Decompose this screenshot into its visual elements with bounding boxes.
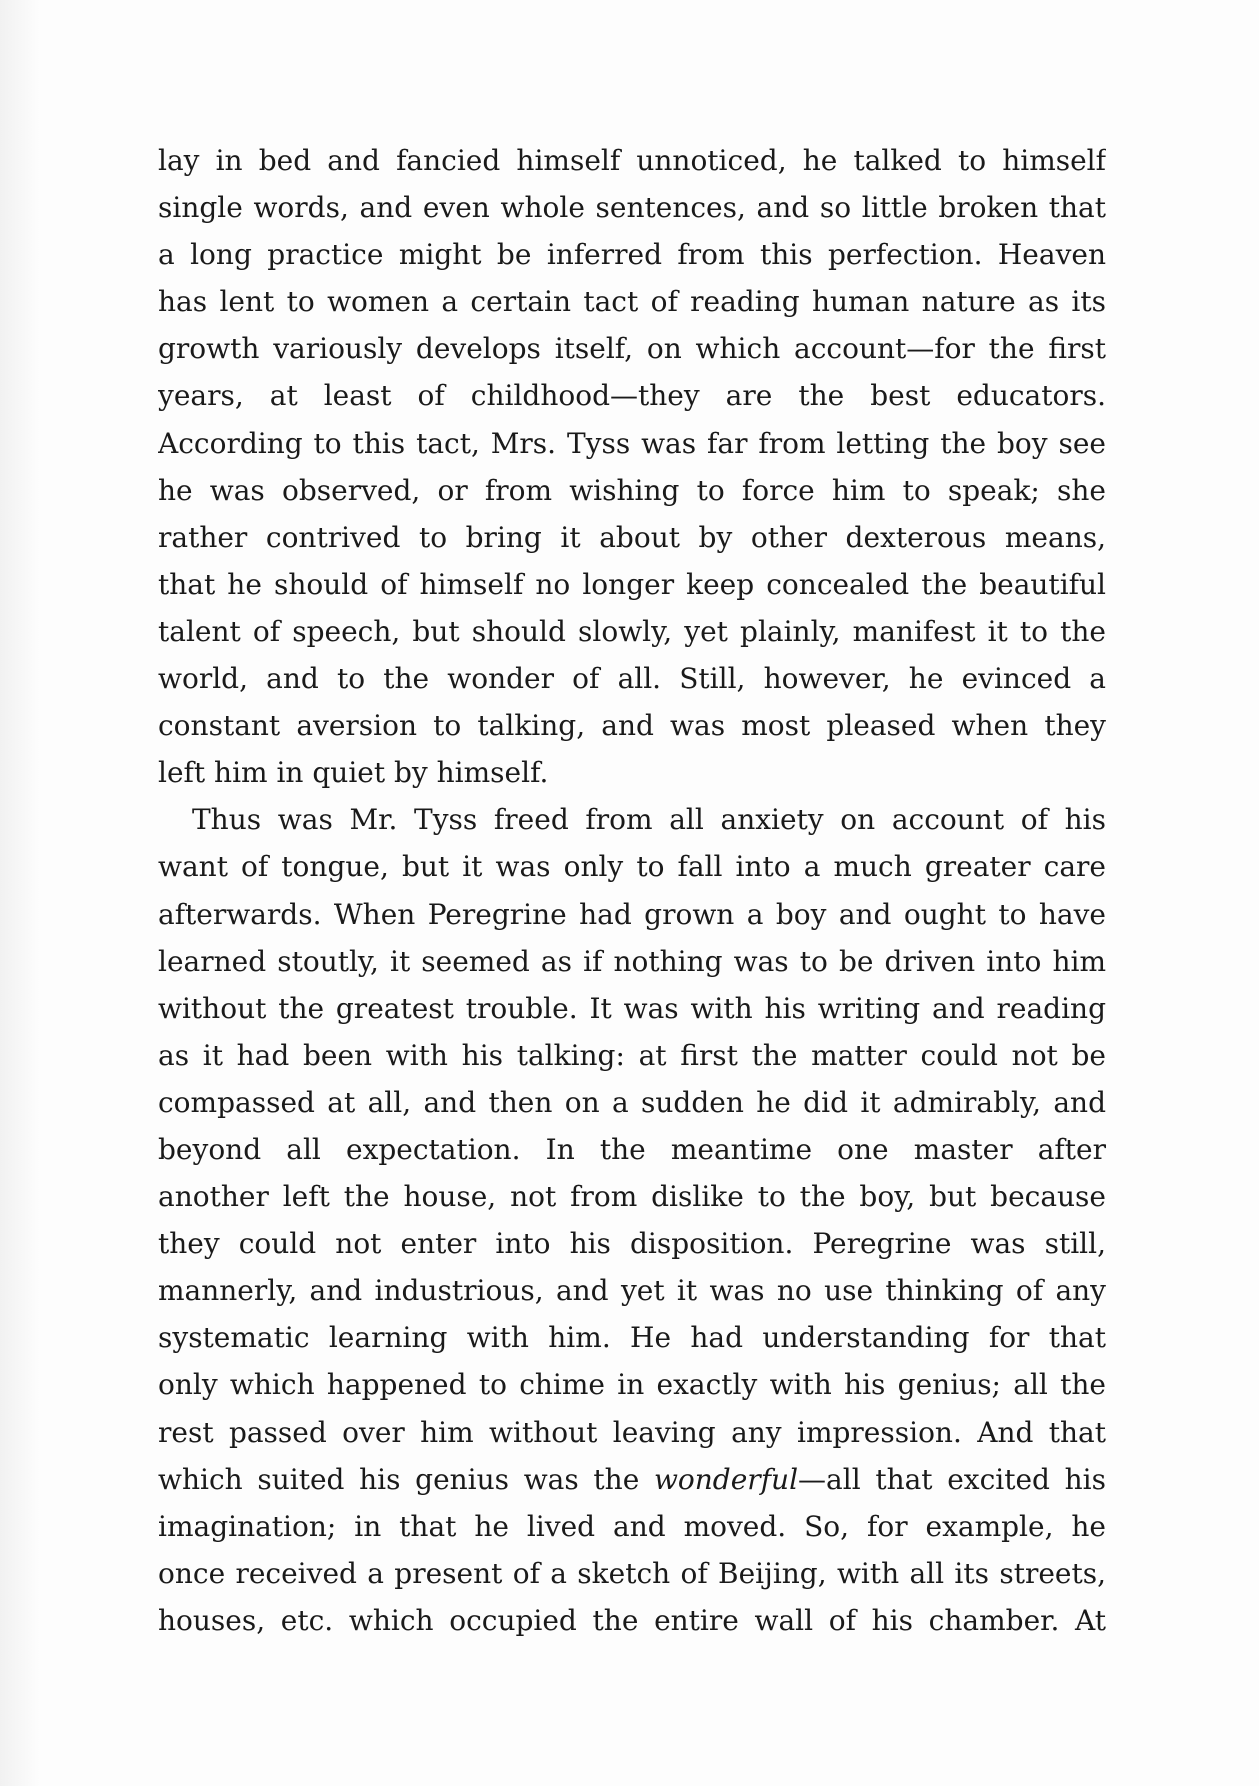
text-line: world, and to the wonder of all. Still, however, he evinced a bbox=[158, 662, 1106, 696]
text-line: compassed at all, and then on a sudden he did it admirably, and bbox=[158, 1085, 1106, 1119]
text-line: Thus was Mr. Tyss freed from all anxiety on account of his bbox=[192, 803, 1106, 837]
text-line: constant aversion to talking, and was most pleased when they bbox=[158, 709, 1106, 743]
paragraph-1 bbox=[158, 137, 1106, 796]
text-line: lay in bed and fancied himself unnoticed, he talked to himself bbox=[158, 144, 1106, 177]
italic-line-after: —all that excited his bbox=[798, 1462, 1106, 1496]
text-line: rather contrived to bring it about by other dexterous means, bbox=[158, 520, 1106, 554]
text-line: single words, and even whole sentences, and so little broken that bbox=[158, 191, 1106, 225]
text-line: learned stoutly, it seemed as if nothing was to be driven into him bbox=[158, 944, 1106, 978]
text-line: they could not enter into his disposition. Peregrine was still, bbox=[158, 1227, 1106, 1261]
text-line: that he should of himself no longer keep concealed the beautiful bbox=[158, 567, 1106, 601]
page-edge-shadow bbox=[0, 0, 40, 1786]
text-line: left him in quiet by himself. bbox=[158, 756, 549, 790]
text-line: as it had been with his talking: at first the matter could not be bbox=[158, 1038, 1106, 1072]
text-line: he was observed, or from wishing to force him to speak; she bbox=[158, 473, 1106, 507]
text-line: once received a present of a sketch of Beijing, with all its streets, bbox=[158, 1556, 1106, 1590]
text-line: houses, etc. which occupied the entire wall of his chamber. At bbox=[158, 1603, 1106, 1637]
paragraph-2 bbox=[158, 796, 1106, 1644]
text-line: only which happened to chime in exactly with his genius; all the bbox=[158, 1368, 1106, 1402]
italic-line-before: which suited his genius was the bbox=[158, 1462, 654, 1496]
text-line: rest passed over him without leaving any impression. And that bbox=[158, 1415, 1106, 1449]
body-text bbox=[158, 137, 1106, 1644]
text-line: beyond all expectation. In the meantime one master after bbox=[158, 1132, 1106, 1166]
text-line: has lent to women a certain tact of reading human nature as its bbox=[158, 285, 1106, 319]
text-line-with-italic bbox=[158, 1456, 1106, 1503]
text-line: years, at least of childhood—they are the best educators. bbox=[158, 379, 1106, 413]
text-line: imagination; in that he lived and moved. So, for example, he bbox=[158, 1509, 1106, 1543]
mixed-line bbox=[158, 1456, 1106, 1503]
text-line: without the greatest trouble. It was with his writing and reading bbox=[158, 991, 1106, 1025]
text-line: systematic learning with him. He had understanding for that bbox=[158, 1321, 1106, 1355]
text-line: another left the house, not from dislike to the boy, but because bbox=[158, 1180, 1106, 1214]
text-line: want of tongue, but it was only to fall into a much greater care bbox=[158, 850, 1106, 884]
text-line: According to this tact, Mrs. Tyss was far from letting the boy see bbox=[158, 426, 1106, 460]
text-line: growth variously develops itself, on which account—for the first bbox=[158, 332, 1106, 366]
text-line: a long practice might be inferred from this perfection. Heaven bbox=[158, 238, 1106, 272]
italic-emphasis: wonderful bbox=[653, 1462, 799, 1496]
text-line: afterwards. When Peregrine had grown a boy and ought to have bbox=[158, 897, 1106, 931]
text-line: talent of speech, but should slowly, yet plainly, manifest it to the bbox=[158, 614, 1106, 648]
text-line: mannerly, and industrious, and yet it was no use thinking of any bbox=[158, 1274, 1106, 1308]
